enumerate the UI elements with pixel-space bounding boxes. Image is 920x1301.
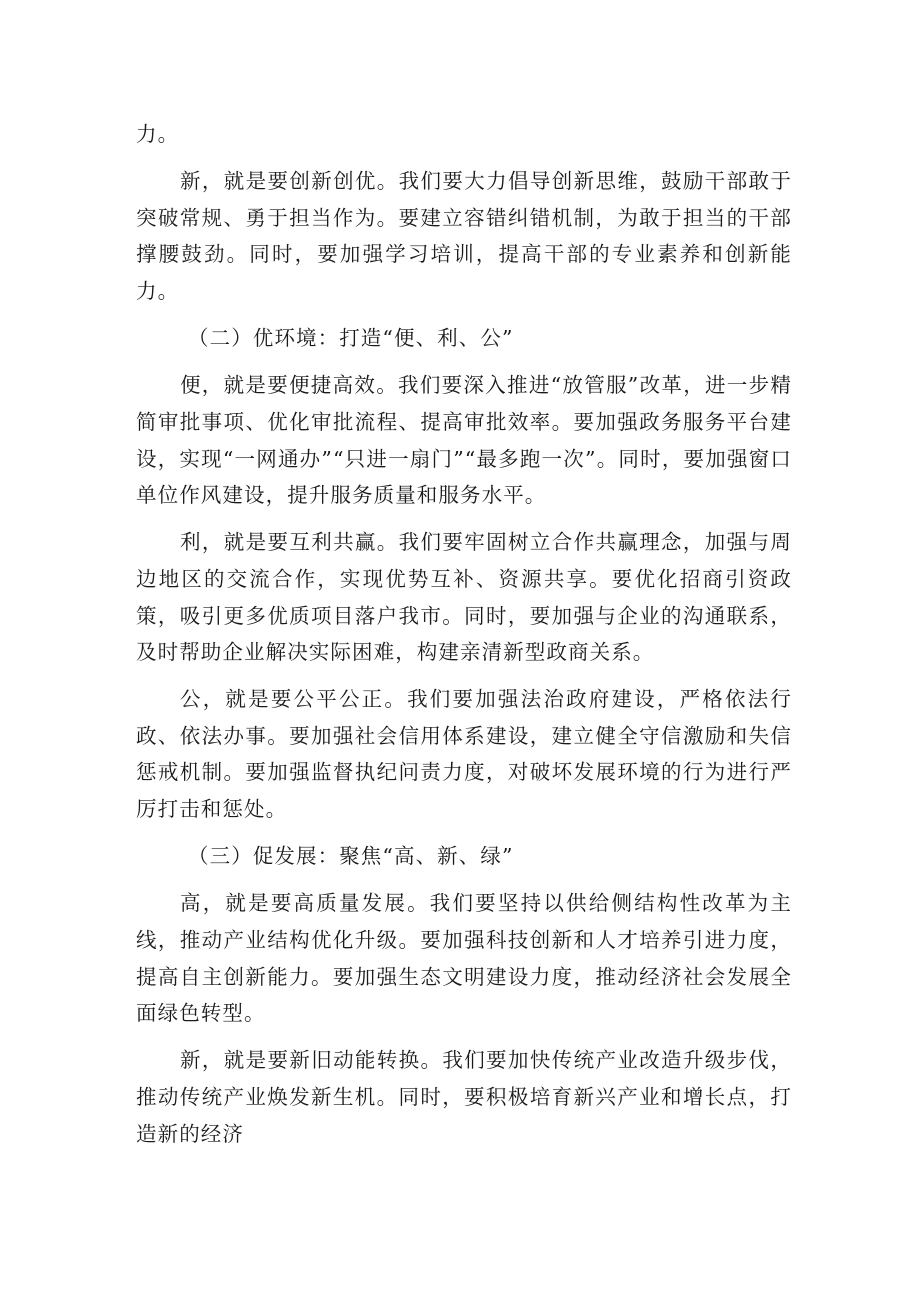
paragraph-convenience: 便，就是要便捷高效。我们要深入推进“放管服”改革，进一步精简审批事项、优化审批流程、提高审批效率。要加强政务服务平台建设，实现“一网通办”“只进一扇门”“最多跑一次”。同时，要加强窗口单位作风建设，提升服务质量和服务水平。 [136,373,792,508]
paragraph-continuation: 力。 [136,122,180,146]
paragraph-innovation: 新，就是要创新创优。我们要大力倡导创新思维，鼓励干部敢于突破常规、勇于担当作为。要建立容错纠错机制，为敢于担当的干部撑腰鼓劲。同时，要加强学习培训，提高干部的专业素养和创新能力。 [136,169,792,303]
paragraph-mutual-benefit: 利，就是要互利共赢。我们要牢固树立合作共赢理念，加强与周边地区的交流合作，实现优势互补、资源共享。要优化招商引资政策，吸引更多优质项目落户我市。同时，要加强与企业的沟通联系，及时帮助企业解决实际困难，构建亲清新型政商关系。 [136,530,792,665]
section-heading-development: （三）促发展：聚焦“高、新、绿” [188,844,514,869]
paragraph-fairness: 公，就是要公平公正。我们要加强法治政府建设，严格依法行政、依法办事。要加强社会信用体系建设，建立健全守信激励和失信惩戒机制。要加强监督执纪问责力度，对破坏发展环境的行为进行严厉打击和惩处。 [136,687,792,822]
paragraph-high-quality: 高，就是要高质量发展。我们要坚持以供给侧结构性改革为主线，推动产业结构优化升级。要加强科技创新和人才培养引进力度，提高自主创新能力。要加强生态文明建设力度，推动经济社会发展全面绿色转型。 [136,891,792,1026]
document-body [136,116,792,1152]
section-heading-environment: （二）优环境：打造“便、利、公” [188,326,514,351]
paragraph-new-momentum: 新，就是要新旧动能转换。我们要加快传统产业改造升级步伐，推动传统产业焕发新生机。同时，要积极培育新兴产业和增长点，打造新的经济 [136,1048,792,1146]
